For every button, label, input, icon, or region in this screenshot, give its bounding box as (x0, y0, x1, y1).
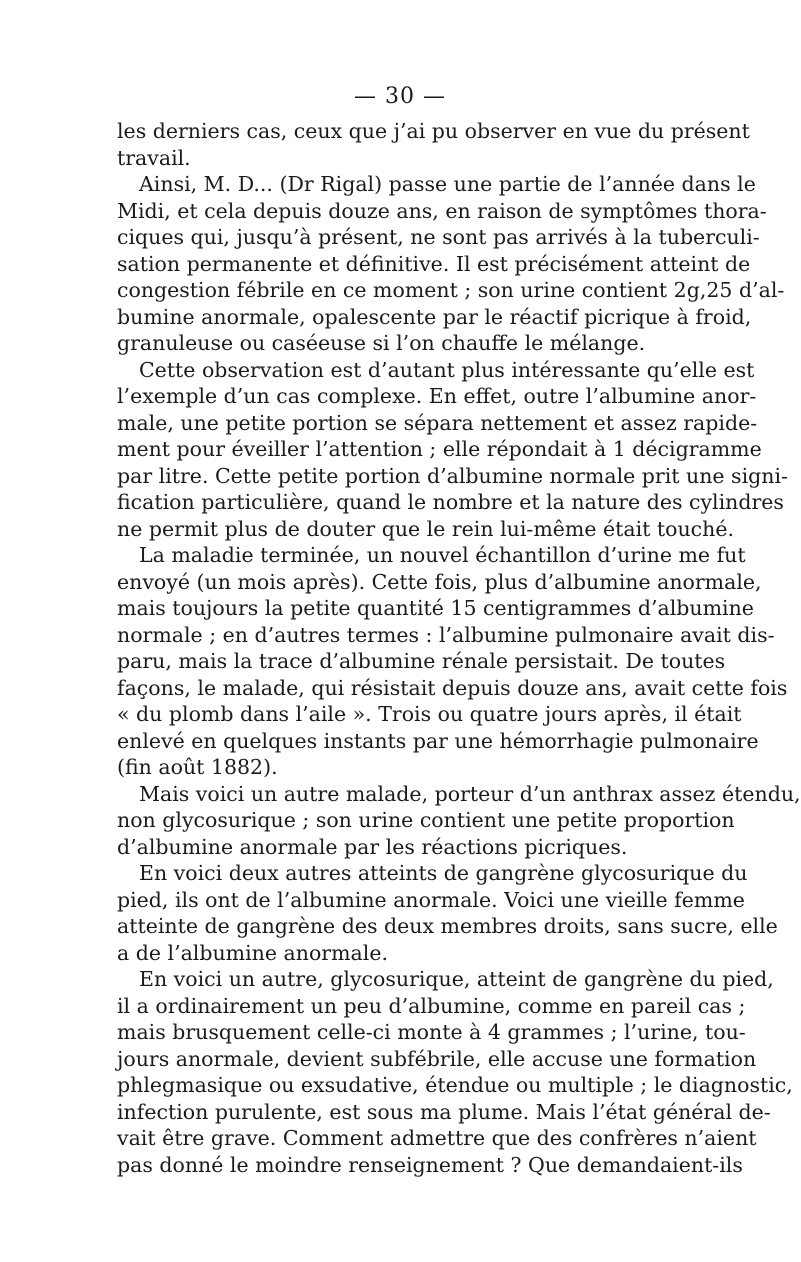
text-line: Ainsi, M. D... (Dr Rigal) passe une partie de l’année dans le (139, 172, 756, 196)
text-line: infection purulente, est sous ma plume. Mais l’état général de- (117, 1099, 771, 1124)
text-line: Cette observation est d’autant plus intéressante qu’elle est (139, 357, 755, 382)
text-line: granuleuse ou caséeuse si l’on chauffe le mélange. (117, 331, 646, 355)
text-line: façons, le malade, qui résistait depuis douze ans, avait cette fois (117, 675, 788, 700)
text-line: ne permit plus de douter que le rein lui-même était touché. (117, 516, 735, 541)
body-text (117, 118, 801, 1178)
text-line: envoyé (un mois après). Cette fois, plus d’albumine anormale, (117, 569, 762, 594)
text-line: fication particulière, quand le nombre et la nature des cylindres (117, 490, 784, 514)
text-line: enlevé en quelques instants par une hémorrhagie pulmonaire (117, 728, 759, 753)
text-line: (fin août 1882). (117, 755, 278, 779)
text-line: En voici deux autres atteints de gangrène glycosurique du (139, 861, 748, 885)
text-line: Mais voici un autre malade, porteur d’un anthrax assez étendu, (139, 781, 801, 806)
text-line: paru, mais la trace d’albumine rénale persistait. De toutes (117, 649, 726, 673)
text-line: ment pour éveiller l’attention ; elle répondait à 1 décigramme (117, 437, 762, 461)
text-line: d’albumine anormale par les réactions picriques. (117, 834, 628, 859)
text-line: jours anormale, devient subfébrile, elle accuse une formation (117, 1046, 757, 1071)
text-line: les derniers cas, ceux que j’ai pu observer en vue du présent (117, 119, 750, 143)
text-line: male, une petite portion se sépara nettement et assez rapide- (117, 410, 758, 435)
text-line: Midi, et cela depuis douze ans, en raison de symptômes thora- (117, 198, 767, 223)
text-line: congestion fébrile en ce moment ; son urine contient 2g,25 d’al- (117, 278, 785, 302)
text-line: sation permanente et définitive. Il est précisément atteint de (117, 251, 751, 276)
text-line: ciques qui, jusqu’à présent, ne sont pas arrivés à la tuberculi- (117, 225, 760, 249)
text-line: il a ordinairement un peu d’albumine, comme en pareil cas ; (117, 993, 746, 1018)
text-line: phlegmasique ou exsudative, étendue ou multiple ; le diagnostic, (117, 1073, 793, 1097)
text-line: normale ; en d’autres termes : l’albumine pulmonaire avait dis- (117, 622, 775, 647)
text-line: « du plomb dans l’aile ». Trois ou quatre jours après, il était (117, 702, 742, 726)
text-line: La maladie terminée, un nouvel échantillon d’urine me fut (139, 543, 746, 567)
text-line: par litre. Cette petite portion d’albumine normale prit une signi- (117, 463, 788, 488)
text-line: l’exemple d’un cas complexe. En effet, outre l’albumine anor- (117, 384, 757, 408)
text-line: mais toujours la petite quantité 15 centigrammes d’albumine (117, 596, 754, 620)
text-line: mais brusquement celle-ci monte à 4 grammes ; l’urine, tou- (117, 1020, 746, 1044)
text-line: vait être grave. Comment admettre que des confrères n’aient (117, 1126, 757, 1150)
text-line: a de l’albumine anormale. (117, 940, 388, 965)
text-line: atteinte de gangrène des deux membres droits, sans sucre, elle (117, 914, 778, 938)
text-line: pied, ils ont de l’albumine anormale. Voici une vieille femme (117, 887, 745, 912)
text-line: pas donné le moindre renseignement ? Que demandaient-ils (117, 1152, 743, 1177)
text-line: travail. (117, 145, 191, 170)
text-line: En voici un autre, glycosurique, atteint de gangrène du pied, (139, 967, 774, 991)
page-number: — 30 — (354, 84, 446, 109)
text-line: non glycosurique ; son urine contient une petite proportion (117, 808, 735, 832)
text-line: bumine anormale, opalescente par le réactif picrique à froid, (117, 304, 752, 329)
